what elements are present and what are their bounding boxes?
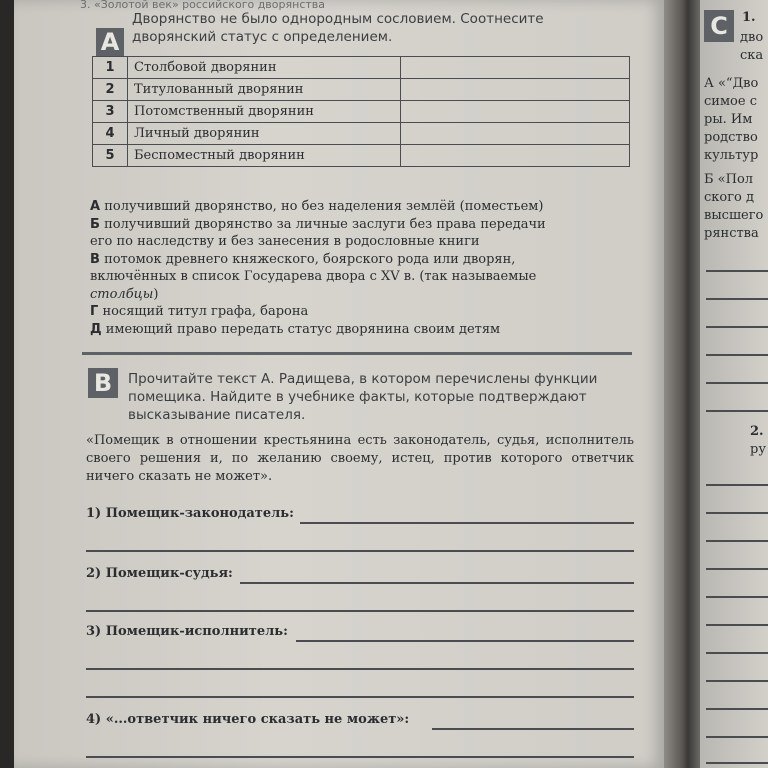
answer-line[interactable] bbox=[432, 728, 634, 730]
book-gutter bbox=[664, 0, 704, 768]
definition-text: носящий титул графа, барона bbox=[102, 304, 309, 319]
answer-line[interactable] bbox=[706, 484, 768, 486]
answer-cell[interactable] bbox=[401, 101, 630, 123]
answer-line[interactable] bbox=[706, 708, 768, 710]
status-cell: Титулованный дворянин bbox=[128, 79, 401, 101]
right-fragment: симое с bbox=[704, 94, 757, 109]
status-cell: Беспоместный дворянин bbox=[128, 145, 401, 167]
definitions-list bbox=[90, 198, 635, 338]
answer-line[interactable] bbox=[86, 550, 634, 552]
definition-b bbox=[90, 216, 635, 234]
section-a-badge: А bbox=[96, 28, 124, 56]
definition-letter: Б bbox=[90, 216, 100, 232]
definition-v-end bbox=[90, 286, 635, 304]
right-fragment: культур bbox=[704, 148, 759, 163]
answer-line[interactable] bbox=[706, 736, 768, 738]
definition-a bbox=[90, 198, 635, 216]
table-row bbox=[93, 123, 630, 145]
right-page bbox=[700, 0, 768, 768]
section-b-badge: В bbox=[88, 368, 118, 398]
definition-v-cont: включённых в список Государева двора с XV в. (так называемые bbox=[90, 269, 537, 284]
answer-line[interactable] bbox=[706, 298, 768, 300]
answer-line[interactable] bbox=[706, 512, 768, 514]
row-number: 3 bbox=[93, 101, 128, 123]
answer-line[interactable] bbox=[706, 326, 768, 328]
answer-line[interactable] bbox=[706, 540, 768, 542]
right-fragment: дво bbox=[740, 30, 764, 45]
right-fragment: высшего bbox=[704, 208, 764, 223]
answer-line[interactable] bbox=[706, 382, 768, 384]
answer-line[interactable] bbox=[706, 596, 768, 598]
section-b-title: Прочитайте текст А. Радищева, в котором перечислены функции помещика. Найдите в учебнике факты, которые подтверждают высказывание писателя. bbox=[128, 371, 598, 423]
question-4-label: 4) «...ответчик ничего сказать не может»: bbox=[86, 712, 410, 727]
section-a-title: Дворянство не было однородным сословием. Соотнесите дворянский статус с определением. bbox=[132, 11, 544, 45]
answer-line[interactable] bbox=[296, 640, 634, 642]
question-2-label: 2) Помещик-судья: bbox=[86, 566, 233, 581]
running-head: 3. «Золотой век» российского дворянства bbox=[80, 0, 325, 11]
right-fragment: Б «Пол bbox=[704, 172, 754, 187]
answer-cell[interactable] bbox=[401, 57, 630, 79]
table-row bbox=[93, 145, 630, 167]
answer-cell[interactable] bbox=[401, 123, 630, 145]
answer-line[interactable] bbox=[86, 696, 634, 698]
answer-line[interactable] bbox=[706, 624, 768, 626]
right-fragment: рянства bbox=[704, 226, 759, 241]
answer-line[interactable] bbox=[706, 354, 768, 356]
right-fragment: ры. Им bbox=[704, 112, 753, 127]
answer-cell[interactable] bbox=[401, 145, 630, 167]
definition-letter: А bbox=[90, 199, 101, 214]
definition-text: имеющий право передать статус дворянина своим детям bbox=[105, 321, 501, 337]
radishchev-quote: «Помещик в отношении крестьянина есть законодатель, судья, исполнитель своего решения и, по желанию своему, истец, против которого ответчик ничего сказать не может». bbox=[86, 433, 634, 484]
answer-line[interactable] bbox=[86, 610, 634, 612]
right-fragment: ска bbox=[740, 48, 764, 63]
row-number: 5 bbox=[93, 145, 128, 167]
definition-d bbox=[90, 321, 635, 339]
definition-text: получивший дворянство, но без наделения землёй (поместьем) bbox=[104, 199, 544, 214]
definition-close: ) bbox=[153, 286, 159, 302]
answer-line[interactable] bbox=[706, 270, 768, 272]
answer-cell[interactable] bbox=[401, 79, 630, 101]
answer-line[interactable] bbox=[86, 668, 634, 670]
definition-v bbox=[90, 251, 635, 269]
right-fragment: ского д bbox=[704, 190, 755, 205]
status-table bbox=[92, 56, 630, 167]
definition-b-cont: его по наследству и без занесения в родословные книги bbox=[90, 234, 480, 249]
section-c-badge: С bbox=[704, 10, 734, 42]
question-3-label: 3) Помещик-исполнитель: bbox=[86, 624, 288, 639]
definition-g bbox=[90, 303, 635, 321]
status-cell: Столбовой дворянин bbox=[128, 57, 401, 79]
right-item-2-number: 2. bbox=[750, 424, 764, 439]
right-fragment: ру bbox=[750, 442, 766, 457]
definition-text: потомок древнего княжеского, боярского рода или дворян, bbox=[104, 251, 516, 267]
status-cell: Потомственный дворянин bbox=[128, 101, 401, 123]
row-number: 4 bbox=[93, 123, 128, 145]
answer-line[interactable] bbox=[706, 762, 768, 764]
question-1-label: 1) Помещик-законодатель: bbox=[86, 506, 294, 521]
row-number: 1 bbox=[93, 57, 128, 79]
definition-letter: Г bbox=[90, 304, 99, 319]
status-cell: Личный дворянин bbox=[128, 123, 401, 145]
right-fragment: родство bbox=[704, 130, 758, 145]
table-row bbox=[93, 101, 630, 123]
definition-letter: В bbox=[90, 251, 100, 267]
definition-text: получивший дворянство за личные заслуги без права передачи bbox=[104, 216, 546, 232]
answer-line[interactable] bbox=[706, 410, 768, 412]
definition-letter: Д bbox=[90, 321, 102, 337]
right-fragment: А «“Дво bbox=[704, 76, 759, 91]
answer-line[interactable] bbox=[706, 680, 768, 682]
definition-italic: столбцы bbox=[90, 286, 154, 302]
answer-line[interactable] bbox=[240, 582, 634, 584]
answer-line[interactable] bbox=[706, 652, 768, 654]
right-item-1-number: 1. bbox=[742, 10, 756, 25]
answer-line[interactable] bbox=[86, 756, 634, 758]
answer-line[interactable] bbox=[300, 522, 634, 524]
answer-line[interactable] bbox=[706, 568, 768, 570]
row-number: 2 bbox=[93, 79, 128, 101]
table-row bbox=[93, 79, 630, 101]
section-divider bbox=[82, 352, 632, 355]
table-row bbox=[93, 57, 630, 79]
